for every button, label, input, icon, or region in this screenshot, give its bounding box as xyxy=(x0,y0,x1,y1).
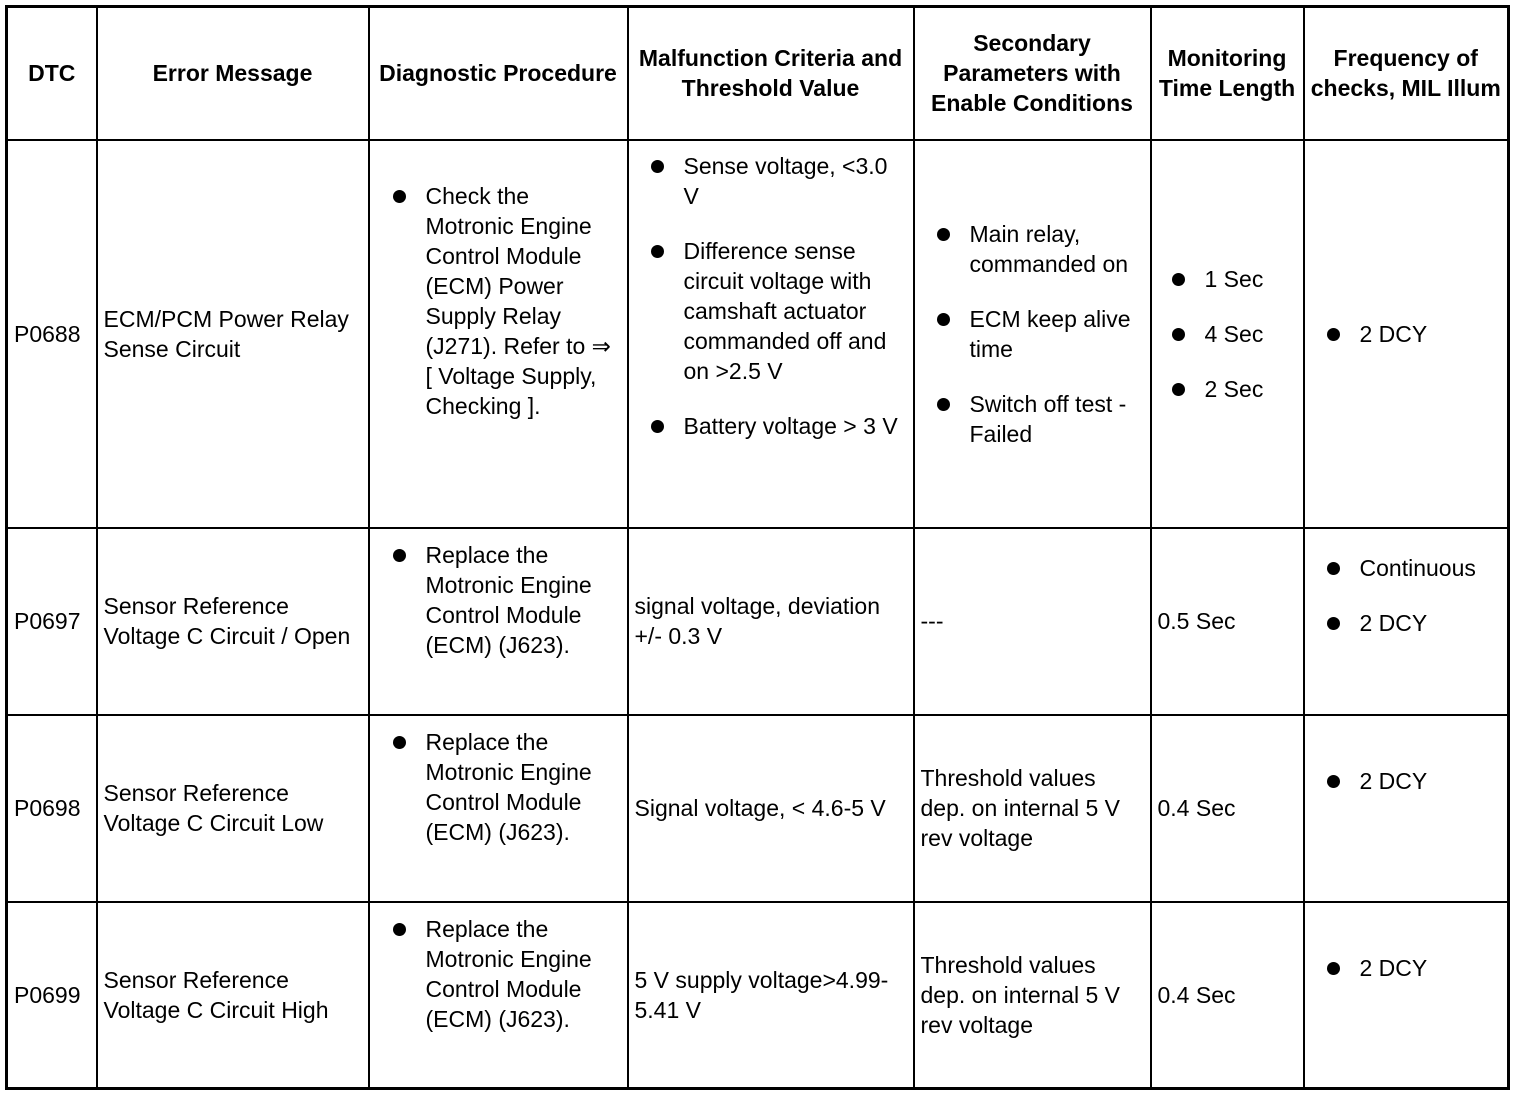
frequency-item: 2 DCY xyxy=(1327,766,1502,796)
criteria-item: Difference sense circuit voltage with camshaft actuator commanded off and on >2.5 V xyxy=(651,236,909,386)
table-row xyxy=(7,528,1509,715)
header-row xyxy=(7,7,1509,140)
procedure-item: Check the Motronic Engine Control Module (ECM) Power Supply Relay (J271). Refer to ⇒ [ Voltage Supply, Checking ]. xyxy=(393,181,623,421)
secondary-parameters: --- xyxy=(914,528,1151,715)
dtc-code: P0688 xyxy=(7,140,97,528)
header-monitoring-time: Monitoring Time Length xyxy=(1151,7,1304,140)
monitoring-time: 0.5 Sec xyxy=(1151,528,1304,715)
secondary-parameters: Threshold values dep. on internal 5 V rev voltage xyxy=(914,902,1151,1089)
table-row xyxy=(7,140,1509,528)
secondary-parameters: Threshold values dep. on internal 5 V rev voltage xyxy=(914,715,1151,902)
table-row xyxy=(7,715,1509,902)
procedure-item: Replace the Motronic Engine Control Module (ECM) (J623). xyxy=(393,540,623,660)
header-dtc: DTC xyxy=(7,7,97,140)
diagnostic-procedure xyxy=(369,140,628,528)
secondary-item: Main relay, commanded on xyxy=(937,219,1146,279)
secondary-item: ECM keep alive time xyxy=(937,304,1146,364)
dtc-code: P0697 xyxy=(7,528,97,715)
header-error-message: Error Message xyxy=(97,7,369,140)
monitoring-time: 0.4 Sec xyxy=(1151,902,1304,1089)
frequency xyxy=(1304,528,1509,715)
time-item: 1 Sec xyxy=(1172,264,1297,294)
monitoring-time: 0.4 Sec xyxy=(1151,715,1304,902)
header-secondary-parameters: Secondary Parameters with Enable Conditions xyxy=(914,7,1151,140)
secondary-item: Switch off test - Failed xyxy=(937,389,1146,449)
frequency xyxy=(1304,715,1509,902)
procedure-item: Replace the Motronic Engine Control Module (ECM) (J623). xyxy=(393,727,623,847)
frequency-item: 2 DCY xyxy=(1327,319,1502,349)
malfunction-criteria: signal voltage, deviation +/- 0.3 V xyxy=(628,528,914,715)
dtc-code: P0698 xyxy=(7,715,97,902)
frequency-item: Continuous xyxy=(1327,553,1502,583)
malfunction-criteria xyxy=(628,140,914,528)
error-message: Sensor Reference Voltage C Circuit High xyxy=(97,902,369,1089)
table-row xyxy=(7,902,1509,1089)
error-message: Sensor Reference Voltage C Circuit Low xyxy=(97,715,369,902)
diagnostic-procedure xyxy=(369,528,628,715)
error-message: Sensor Reference Voltage C Circuit / Open xyxy=(97,528,369,715)
dtc-code: P0699 xyxy=(7,902,97,1089)
time-item: 2 Sec xyxy=(1172,374,1297,404)
diagnostic-procedure xyxy=(369,715,628,902)
error-message: ECM/PCM Power Relay Sense Circuit xyxy=(97,140,369,528)
header-malfunction-criteria: Malfunction Criteria and Threshold Value xyxy=(628,7,914,140)
dtc-table xyxy=(5,5,1510,1090)
malfunction-criteria: Signal voltage, < 4.6-5 V xyxy=(628,715,914,902)
diagnostic-procedure xyxy=(369,902,628,1089)
malfunction-criteria: 5 V supply voltage>4.99-5.41 V xyxy=(628,902,914,1089)
frequency xyxy=(1304,902,1509,1089)
time-item: 4 Sec xyxy=(1172,319,1297,349)
frequency xyxy=(1304,140,1509,528)
criteria-item: Battery voltage > 3 V xyxy=(651,411,909,441)
header-diagnostic-procedure: Diagnostic Procedure xyxy=(369,7,628,140)
monitoring-time xyxy=(1151,140,1304,528)
frequency-item: 2 DCY xyxy=(1327,608,1502,638)
secondary-parameters xyxy=(914,140,1151,528)
criteria-item: Sense voltage, <3.0 V xyxy=(651,151,909,211)
header-frequency: Frequency of checks, MIL Illum xyxy=(1304,7,1509,140)
frequency-item: 2 DCY xyxy=(1327,953,1502,983)
procedure-item: Replace the Motronic Engine Control Module (ECM) (J623). xyxy=(393,914,623,1034)
